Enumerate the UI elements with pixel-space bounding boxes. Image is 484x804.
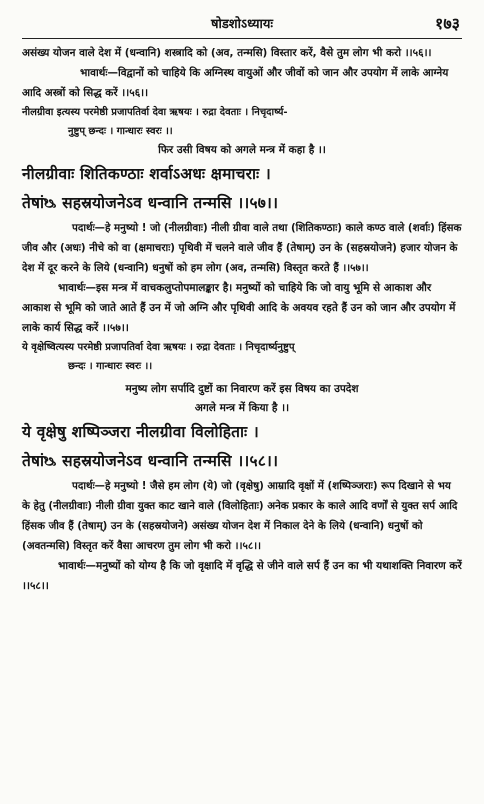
bhavarth-56 xyxy=(22,63,462,103)
padarth-58 xyxy=(22,476,462,556)
padarth-label: पदार्थः xyxy=(72,222,95,234)
bhavarth-label: भावार्थः xyxy=(58,282,86,294)
verse-57-line2: तेषांᳬ सहस्रयोजनेऽव धन्वानि तन्मसि ।।५७।। xyxy=(22,194,279,212)
page-number: १७३ xyxy=(435,14,460,33)
verse-57-line1: नीलग्रीवाः शितिकण्ठाः शर्वाऽअधः क्षमाचराः । xyxy=(22,165,271,183)
rishi-devata-57-line1: नीलग्रीवा इत्यस्य परमेष्ठी प्रजापतिर्वा देवा ऋषयः । रुद्रा देवताः । निचृदार्ष्य- xyxy=(22,107,288,118)
intro-58-line1: मनुष्य लोग सर्पादि दुष्टों का निवारण करें इस विषय का उपदेश xyxy=(125,383,359,395)
rishi-devata-58-line1: ये वृक्षेष्वित्यस्य परमेष्ठी प्रजापतिर्वा देवा ऋषयः । रुद्रा देवताः । निचृदार्ष्यनुष्टुप् xyxy=(22,342,295,353)
bhavarth-57 xyxy=(22,278,462,338)
intro-58-line2: अगले मन्त्र में किया है ।। xyxy=(194,402,290,414)
padarth-label: पदार्थः xyxy=(72,480,95,492)
rishi-devata-57-line2: नुष्टुप् छन्दः । गान्धारः स्वरः ।। xyxy=(68,126,173,137)
bhavarth-text: —विद्वानों को चाहिये कि अग्निस्थ वायुओं और जीवों को जान और उपयोग में लाके आग्नेय आदि अस्त्रों को सिद्ध करें ।।५६।। xyxy=(22,67,449,99)
verse-58-line2: तेषांᳬ सहस्रयोजनेऽव धन्वानि तन्मसि ।।५८।। xyxy=(22,452,279,470)
intro-57: फिर उसी विषय को अगले मन्त्र में कहा है ।। xyxy=(158,144,326,156)
verse-58-line1: ये वृक्षेषु शष्पिञ्जरा नीलग्रीवा विलोहिताः । xyxy=(22,423,259,441)
continuation-text: असंख्य योजन वाले देश में (धन्वानि) शस्त्रादि को (अव, तन्मसि) विस्तार करें, वैसे तुम लोग भी करो ।।५६।। xyxy=(22,47,432,59)
running-title: षोडशोऽध्यायः xyxy=(210,17,274,32)
bhavarth-text: —मनुष्यों को योग्य है कि जो वृक्षादि में वृद्धि से जीने वाले सर्प हैं उन का भी यथाशक्ति निवारण करें ।।५८।। xyxy=(22,560,462,592)
bhavarth-label: भावार्थः xyxy=(58,560,86,572)
page-header xyxy=(22,8,462,39)
bhavarth-58 xyxy=(22,556,462,596)
padarth-text: —हे मनुष्यो ! जैसे हम लोग (ये) जो (वृक्षेषु) आम्रादि वृक्षों में (शष्पिञ्जराः) रूप दिखाने से भय के हेतु (नीलग्रीवाः) नीली ग्रीवा युक्त काट खाने वाले (विलोहिताः) अनेक प्रकार के काले आदि वर्णों से युक्त सर्प आदि हिंसक जीव हैं (तेषाम्) उन के (सहस्रयोजने) असंख्य योजन देश में निकाल देने के लिये (धन्वानि) धनुषों को (अवतन्मसि) विस्तृत करें वैसा आचरण तुम लोग भी करो ।।५८।। xyxy=(22,480,458,552)
padarth-text: —हे मनुष्यो ! जो (नीलग्रीवाः) नीली ग्रीवा वाले तथा (शितिकण्ठाः) काले कण्ठ वाले (शर्वाः) हिंसक जीव और (अधः) नीचे को वा (क्षमाचराः) पृथिवी में चलने वाले जीव हैं (तेषाम्) उन के (सहस्रयोजने) हजार योजन के देश में दूर करने के लिये (धन्वानि) धनुषों को हम लोग (अव, तन्मसि) विस्तृत करते हैं ।।५७।। xyxy=(22,222,462,274)
padarth-57 xyxy=(22,218,462,278)
bhavarth-label: भावार्थः xyxy=(80,67,108,79)
rishi-devata-58-line2: छन्दः । गान्धारः स्वरः ।। xyxy=(68,361,153,372)
bhavarth-text: —इस मन्त्र में वाचकलुप्तोपमालङ्कार है। मनुष्यों को चाहिये कि जो वायु भूमि से आकाश और आकाश से भूमि को जाते आते हैं उन में जो अग्नि और पृथिवी आदि के अवयव रहते हैं उन को जान और उपयोग में लाके कार्य सिद्ध करें ।।५७।। xyxy=(22,282,456,334)
